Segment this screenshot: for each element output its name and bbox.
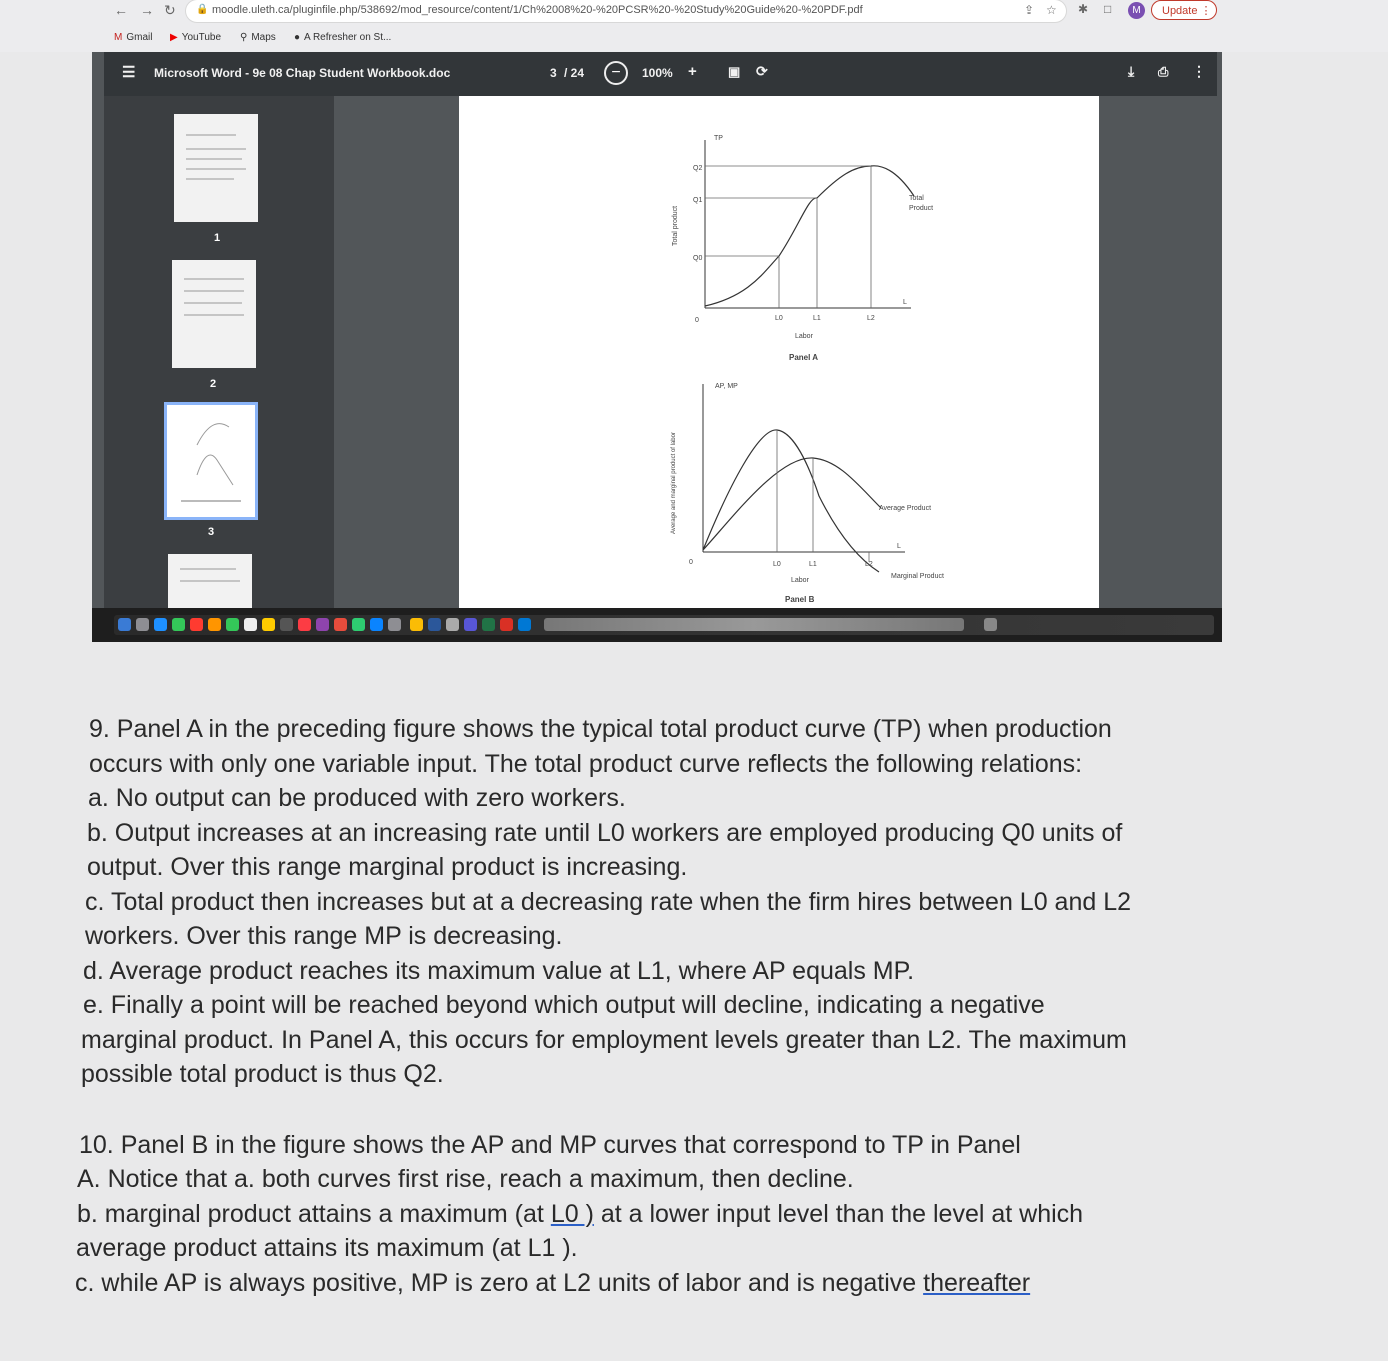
tp-label-2: Product: [909, 205, 934, 212]
youtube-icon: ▶: [170, 32, 178, 43]
update-button[interactable]: Update ⋮: [1151, 0, 1217, 20]
q9-e3: possible total product is thus Q2.: [81, 1060, 444, 1088]
finder-icon[interactable]: [118, 618, 131, 631]
powerpoint-icon[interactable]: [500, 618, 513, 631]
excel-icon[interactable]: [482, 618, 495, 631]
lock-icon: 🔒: [196, 4, 209, 15]
panel-a-ylabel: Total product: [672, 205, 679, 246]
forward-icon[interactable]: →: [140, 2, 154, 18]
tp-label-1: Total: [909, 195, 924, 202]
page-thumbnail-1[interactable]: [174, 114, 258, 222]
x-tick-l2-b: L2: [865, 561, 873, 568]
thumbnail-label-2: 2: [210, 378, 217, 390]
question-text: [75, 712, 1215, 1300]
recent-windows-strip[interactable]: [544, 618, 964, 631]
photos-icon[interactable]: [190, 618, 203, 631]
document-title: Microsoft Word - 9e 08 Chap Student Workbook.doc: [154, 66, 451, 80]
browser-chrome: [0, 0, 1388, 52]
panel-b-guides: [777, 430, 869, 562]
mp-curve: [703, 430, 879, 572]
panel-a-guides: [705, 166, 871, 308]
podcasts-icon[interactable]: [316, 618, 329, 631]
q9-d: d. Average product reaches its maximum value at L1, where AP equals MP.: [83, 956, 915, 985]
zoom-in-button[interactable]: +: [688, 63, 697, 80]
fit-page-icon[interactable]: ▣: [728, 64, 741, 79]
tp-curve: [705, 166, 914, 306]
x-tick-l2-a: L2: [867, 315, 875, 322]
preview-icon[interactable]: [446, 618, 459, 631]
panel-b-chart: [671, 383, 944, 604]
panel-b-axis-top-label: AP, MP: [715, 383, 738, 390]
gmail-icon: M: [114, 32, 123, 43]
outlook-icon[interactable]: [518, 618, 531, 631]
q10-answer-thereafter: thereafter: [923, 1268, 1031, 1297]
dock-icon-strip: [114, 615, 1214, 635]
panel-a-origin: 0: [695, 317, 699, 324]
trash-icon[interactable]: [984, 618, 997, 631]
zoom-out-button[interactable]: −: [604, 61, 628, 85]
bookmark-youtube[interactable]: ▶ YouTube: [170, 32, 221, 43]
menu-icon[interactable]: ☰: [122, 64, 136, 81]
panel-b-axis-end: L: [897, 543, 901, 550]
page-total: / 24: [564, 66, 585, 80]
pdf-page: [459, 96, 1099, 608]
address-bar[interactable]: [186, 0, 1066, 22]
app-store-icon[interactable]: [370, 618, 383, 631]
pdf-viewer: [92, 52, 1222, 642]
q9-e1: e. Finally a point will be reached beyond which output will decline, indicating a negative: [83, 991, 1045, 1019]
window-icon[interactable]: □: [1104, 2, 1112, 16]
bookmark-gmail[interactable]: M Gmail: [114, 32, 153, 43]
teams-icon[interactable]: [464, 618, 477, 631]
q9-a: a. No output can be produced with zero workers.: [88, 784, 626, 812]
bookmark-refresher[interactable]: ● A Refresher on St...: [294, 32, 392, 43]
url-text: moodle.uleth.ca/pluginfile.php/538692/mod_resource/content/1/Ch%2008%20-%20PCSR%20-%20Study%20Guide%20-%20PDF.pdf: [212, 4, 863, 16]
y-tick-q0: Q0: [693, 255, 703, 262]
mp-curve-label: Marginal Product: [891, 573, 944, 580]
numbers-icon[interactable]: [352, 618, 365, 631]
x-tick-l1-a: L1: [813, 315, 821, 322]
chrome-icon[interactable]: [410, 618, 423, 631]
panel-b-origin: 0: [689, 559, 693, 566]
maps-pin-icon: ⚲: [240, 32, 248, 43]
facetime-icon[interactable]: [226, 618, 239, 631]
q10-b1: b. marginal product attains a maximum (at L0 ) at a lower input level than the level at which: [77, 1199, 1084, 1228]
y-tick-q2: Q2: [693, 165, 703, 172]
panel-a-chart: [672, 135, 933, 362]
q10-line2: A. Notice that a. both curves first rise, reach a maximum, then decline.: [77, 1165, 854, 1193]
q9-c1: c. Total product then increases but at a decreasing rate when the firm hires between L0 and L2: [85, 887, 1132, 916]
x-tick-l1-b: L1: [809, 561, 817, 568]
ap-curve-label: Average Product: [879, 505, 932, 512]
panel-b-ylabel: Average and marginal product of labor: [671, 432, 677, 534]
word-icon[interactable]: [428, 618, 441, 631]
pdf-toolbar: [104, 52, 1217, 96]
launchpad-icon[interactable]: [136, 618, 149, 631]
macos-dock: [92, 608, 1222, 642]
ap-curve: [703, 458, 881, 550]
news-icon[interactable]: [334, 618, 347, 631]
music-icon[interactable]: [298, 618, 311, 631]
x-tick-l0-b: L0: [773, 561, 781, 568]
apple-tv-icon[interactable]: [280, 618, 293, 631]
circle-icon: ●: [294, 32, 301, 43]
thumbnail-label-1: 1: [214, 232, 221, 244]
panel-b-title: Panel B: [785, 595, 815, 604]
notes-icon[interactable]: [208, 618, 221, 631]
page-thumbnail-2[interactable]: [172, 260, 256, 368]
q10-c: c. while AP is always positive, MP is zero at L2 units of labor and is negative thereafter: [75, 1268, 1031, 1297]
thumbnail-label-3: 3: [208, 526, 215, 538]
rotate-icon[interactable]: ⟳: [756, 63, 768, 79]
page-thumbnail-3[interactable]: [164, 402, 258, 520]
print-icon[interactable]: ⎙: [1158, 64, 1169, 79]
more-options-icon[interactable]: ⋮: [1192, 63, 1206, 79]
reminders-icon[interactable]: [262, 618, 275, 631]
thumbnail-3-sketch: [167, 405, 255, 517]
q10-b2: average product attains its maximum (at L1 ).: [76, 1234, 578, 1262]
download-icon[interactable]: ⤓: [1128, 63, 1135, 79]
calendar-icon[interactable]: [244, 618, 257, 631]
messages-icon[interactable]: [172, 618, 185, 631]
y-tick-q1: Q1: [693, 197, 703, 204]
share-icon[interactable]: ⇪: [1024, 3, 1035, 17]
page-number-input[interactable]: 3: [550, 66, 557, 80]
x-tick-l0-a: L0: [775, 315, 783, 322]
q10-line1: 10. Panel B in the figure shows the AP and MP curves that correspond to TP in Panel: [79, 1130, 1021, 1159]
zoom-level: 100%: [642, 66, 673, 80]
bookmark-star-icon[interactable]: ☆: [1046, 3, 1057, 17]
figure-panels: [459, 96, 1099, 608]
reload-icon[interactable]: ↻: [164, 2, 176, 18]
q10-answer-l0: L0 ): [550, 1199, 594, 1228]
q9-c2: workers. Over this range MP is decreasing.: [85, 922, 563, 950]
thumbnail-sidebar: [104, 96, 334, 608]
profile-avatar[interactable]: M: [1128, 2, 1145, 19]
extensions-icon[interactable]: ✱: [1078, 2, 1089, 16]
panel-a-title: Panel A: [789, 353, 819, 362]
panel-b-xlabel: Labor: [791, 577, 809, 584]
panel-a-axis-end: L: [903, 299, 907, 306]
bookmark-maps[interactable]: ⚲ Maps: [240, 32, 276, 43]
q9-line2: occurs with only one variable input. The total product curve reflects the following relations:: [89, 749, 1083, 778]
safari-icon[interactable]: [154, 618, 167, 631]
back-icon[interactable]: ←: [114, 2, 128, 18]
panel-a-xlabel: Labor: [795, 333, 813, 340]
page-thumbnail-4[interactable]: [168, 554, 252, 608]
q9-b1: b. Output increases at an increasing rate until L0 workers are employed producing Q0 units of: [87, 818, 1123, 847]
q9-e2: marginal product. In Panel A, this occurs for employment levels greater than L2. The maximum: [81, 1025, 1127, 1054]
settings-icon[interactable]: [388, 618, 401, 631]
panel-a-axis-top-label: TP: [714, 135, 723, 142]
q9-b2: output. Over this range marginal product is increasing.: [87, 853, 688, 881]
q9-line1: 9. Panel A in the preceding figure shows the typical total product curve (TP) when production: [89, 715, 1112, 743]
